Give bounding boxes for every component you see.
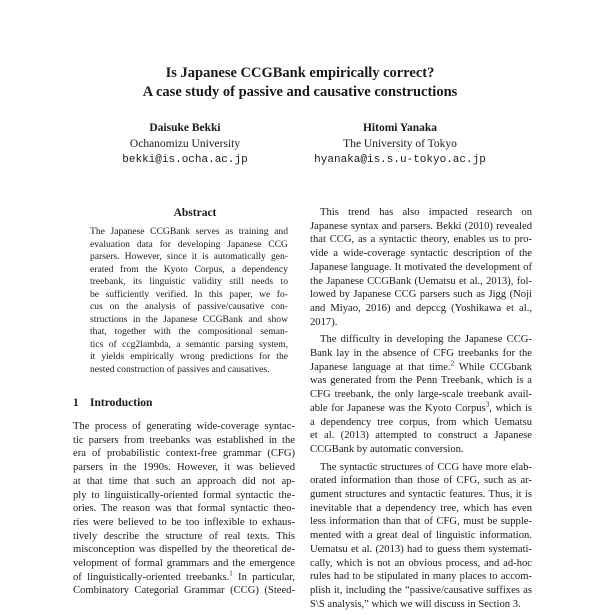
body-line: orated information than those of CFG, such as ar- — [310, 475, 532, 487]
body-line: plish it, including the “passive/causative suffixes as — [310, 584, 532, 596]
footnote-marker: 3 — [485, 400, 490, 409]
body-line: Japanese syntax and parsers. Bekki (2010) revealed — [310, 220, 532, 232]
body-line: that CCG, as a syntactic theory, enables us to pro- — [310, 234, 532, 246]
body-line — [73, 571, 295, 585]
body-line: vide a wide-coverage syntactic description of the — [310, 248, 532, 260]
body-text: Japanese language at that time. — [310, 361, 451, 373]
body-line: rules had to be stipulated in many places to accom- — [310, 571, 532, 583]
body-line: less information than that of CFG, must be supple- — [310, 516, 532, 528]
footnote-marker: 1 — [229, 569, 233, 578]
body-line: cally, which is not an obvious process, and ad-hoc — [310, 557, 532, 569]
title-line-1: Is Japanese CCGBank empirically correct? — [165, 65, 435, 81]
body-line: CFG treebank, the only large-scale treebank avail- — [310, 389, 532, 401]
body-line: ories. The reason was that formal syntactic theo- — [73, 503, 295, 515]
section-number: 1 — [73, 397, 79, 409]
body-line: The process of generating wide-coverage syntac- — [73, 421, 295, 432]
body-line: ries were believed to be too inflexible to exhaus- — [73, 516, 295, 528]
author-email: hyanaka@is.s.u-tokyo.ac.jp — [314, 154, 486, 166]
author-affiliation: The University of Tokyo — [343, 138, 457, 150]
body-line: Bank lay in the absence of CFG treebanks for the — [310, 348, 532, 360]
abstract-line: erated from the Kyoto Corpus, a dependency — [90, 263, 288, 275]
title-line-2: A case study of passive and causative constructions — [142, 84, 458, 100]
abstract-line: nested construction of passives and causatives. — [90, 363, 270, 375]
body-text: , which is — [489, 402, 533, 414]
paragraph — [310, 461, 532, 612]
abstract-line: be sufficiently verified. In this paper, we fo- — [90, 288, 288, 300]
body-line: S\S analysis,” which we will discuss in Section 3. — [310, 598, 521, 610]
body-line: CCGBank by automatic conversion. — [310, 443, 464, 455]
body-line: at that time that such an approach did not ap- — [73, 475, 295, 487]
abstract-line: it yields empirically wrong predictions for the — [90, 351, 288, 362]
body-line — [310, 361, 532, 375]
body-line: tic parsers from treebanks was established in the — [73, 434, 295, 446]
body-text: able for Japanese was the Kyoto Corpus — [310, 402, 486, 414]
body-line: tively describe the structure of real texts. This — [73, 530, 295, 542]
body-text: of linguistically-oriented treebanks. — [73, 571, 230, 583]
abstract-line: parsers. However, since it is automatically gen- — [90, 251, 288, 262]
body-line: lowed by Japanese CCG parsers such as Jigg (Noji — [310, 289, 532, 301]
author-email: bekki@is.ocha.ac.jp — [122, 154, 248, 166]
body-line: Japanese language. It motivated the development of — [310, 261, 532, 273]
body-line: ply to linguistically-oriented formal syntactic the- — [73, 489, 295, 501]
body-line: a dependency tree corpus, from which Uematsu — [310, 416, 532, 428]
abstract-line: treebank, its linguistic validity still needs to — [90, 276, 288, 287]
body-line: Combinatory Categorial Grammar (CCG) (Steed- — [73, 585, 295, 597]
body-line: was generated from the Penn Treebank, which is a — [310, 375, 532, 387]
body-line: 2017). — [310, 316, 338, 328]
body-line: mented with a great deal of linguistic information. — [310, 530, 532, 542]
author-name: Daisuke Bekki — [149, 122, 221, 134]
body-line: era of probabilistic context-free grammar (CFG) — [73, 448, 295, 460]
footnote-marker: 2 — [450, 359, 455, 368]
paragraph — [310, 333, 532, 456]
body-line: misconception was dispelled by the theoretical de- — [73, 544, 295, 556]
body-line: The syntactic structures of CCG have more elab- — [320, 461, 532, 473]
author-affiliation: Ochanomizu University — [129, 138, 241, 150]
body-text: In particular, — [232, 571, 296, 583]
author-name: Hitomi Yanaka — [362, 122, 437, 134]
body-line: et al. (2013) attempted to construct a Japanese — [310, 430, 532, 442]
body-line: velopment of formal grammars and the emergence — [73, 558, 295, 570]
body-line: and Miyao, 2016) and depccg (Yoshikawa et al., — [310, 302, 532, 314]
paragraph — [310, 206, 532, 329]
author-block-2 — [300, 120, 500, 168]
abstract-line: that, together with the compositional seman- — [90, 326, 288, 337]
abstract-line: evaluation data for developing Japanese CCG — [90, 238, 288, 250]
body-line: inevitable that a dependency tree, which has even — [310, 502, 532, 514]
left-column-body — [73, 420, 295, 598]
body-line: Uematsu et al. (2013) had to guess them systemati- — [310, 543, 532, 555]
abstract-line: tics of ccg2lambda, a semantic parsing system, — [90, 338, 288, 350]
body-line: parsers in the 1990s. However, it was believed — [73, 462, 295, 474]
abstract-line: cus on the analysis of passive/causative con- — [90, 301, 288, 312]
section-heading — [73, 397, 152, 409]
body-line — [310, 402, 532, 416]
paper-title — [0, 64, 600, 102]
abstract-heading: Abstract — [173, 207, 217, 219]
body-line: This trend has also impacted research on — [320, 207, 532, 218]
abstract-line: The Japanese CCGBank serves as training and — [90, 226, 288, 237]
body-text: While CCGbank — [454, 361, 532, 373]
right-column-body — [310, 206, 532, 615]
abstract-line: structions in the Japanese CCGBank and show — [90, 313, 288, 325]
abstract-body — [90, 226, 288, 376]
body-line: gument structures and syntactic features. Thus, it is — [310, 489, 532, 501]
section-title: Introduction — [90, 397, 153, 409]
author-block-1 — [100, 120, 270, 168]
body-line: the Japanese CCGBank (Uematsu et al., 2013), fol- — [310, 275, 532, 287]
body-line: The difficulty in developing the Japanese CCG- — [320, 334, 532, 346]
